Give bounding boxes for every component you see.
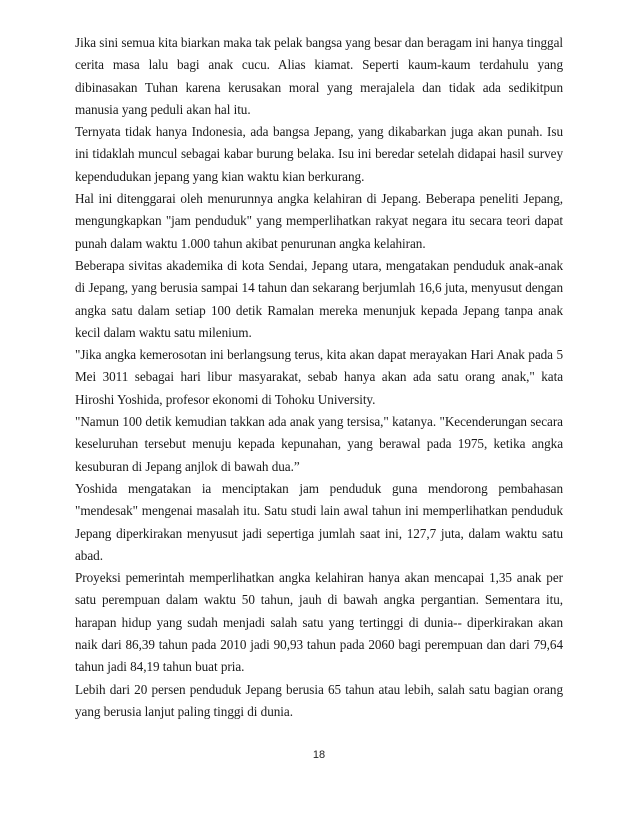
paragraph: Jika sini semua kita biarkan maka tak pelak bangsa yang besar dan beragam ini hanya tinggal cerita masa lalu bagi anak cucu. Alias kiamat. Seperti kaum-kaum terdahulu yang dibinasakan Tuhan karena kerusakan moral yang merajalela dan tidak ada sedikitpun manusia yang peduli akan hal itu. — [75, 35, 563, 117]
paragraph: "Namun 100 detik kemudian takkan ada anak yang tersisa," katanya. "Kecenderungan secara keseluruhan tersebut menuju kepada kepunahan, yang berawal pada 1975, ketika angka kesuburan di Jepang anjlok di bawah dua.” — [75, 414, 563, 474]
paragraph: "Jika angka kemerosotan ini berlangsung terus, kita akan dapat merayakan Hari Anak pada 5 Mei 3011 sebagai hari libur masyarakat, sebab hanya akan ada satu orang anak," kata Hiroshi Yoshida, profesor ekonomi di Tohoku University. — [75, 347, 563, 407]
page-number: 18 — [312, 749, 326, 761]
paragraph: Yoshida mengatakan ia menciptakan jam penduduk guna mendorong pembahasan "mendesak" mengenai masalah itu. Satu studi lain awal tahun ini memperlihatkan penduduk Jepang diperkirakan menyusut jadi sepertiga jumlah saat ini, 127,7 juta, dalam waktu satu abad. — [75, 480, 563, 563]
paragraph: Ternyata tidak hanya Indonesia, ada bangsa Jepang, yang dikabarkan juga akan punah. Isu ini tidaklah muncul sebagai kabar burung belaka. Isu ini beredar setelah didapai hasil survey kependudukan jepang yang kian waktu kian berkurang. — [75, 124, 563, 184]
paragraph: Beberapa sivitas akademika di kota Sendai, Jepang utara, mengatakan penduduk anak-anak di Jepang, yang berusia sampai 14 tahun dan sekarang berjumlah 16,6 juta, menyusut dengan angka satu dalam setiap 100 detik Ramalan mereka menunjuk kepada Jepang tanpa anak kecil dalam waktu satu milenium. — [75, 257, 563, 340]
paragraph: Hal ini ditenggarai oleh menurunnya angka kelahiran di Jepang. Beberapa peneliti Jepang, mengungkapkan "jam penduduk" yang memperlihatkan rakyat negara itu secara teori dapat punah dalam waktu 1.000 tahun akibat penurunan angka kelahiran. — [75, 191, 563, 251]
paragraph: Proyeksi pemerintah memperlihatkan angka kelahiran hanya akan mencapai 1,35 anak per satu perempuan dalam waktu 50 tahun, jauh di bawah angka pergantian. Sementara itu, harapan hidup yang sudah menjadi salah satu yang tertinggi di dunia-- diperkirakan akan naik dari 86,39 tahun pada 2010 jadi 90,93 tahun pada 2060 bagi perempuan dan dari 79,64 tahun jadi 84,19 tahun buat pria. — [75, 570, 563, 675]
paragraph: Lebih dari 20 persen penduduk Jepang berusia 65 tahun atau lebih, salah satu bagian orang yang berusia lanjut paling tinggi di dunia. — [75, 681, 563, 719]
body-text — [75, 32, 563, 723]
